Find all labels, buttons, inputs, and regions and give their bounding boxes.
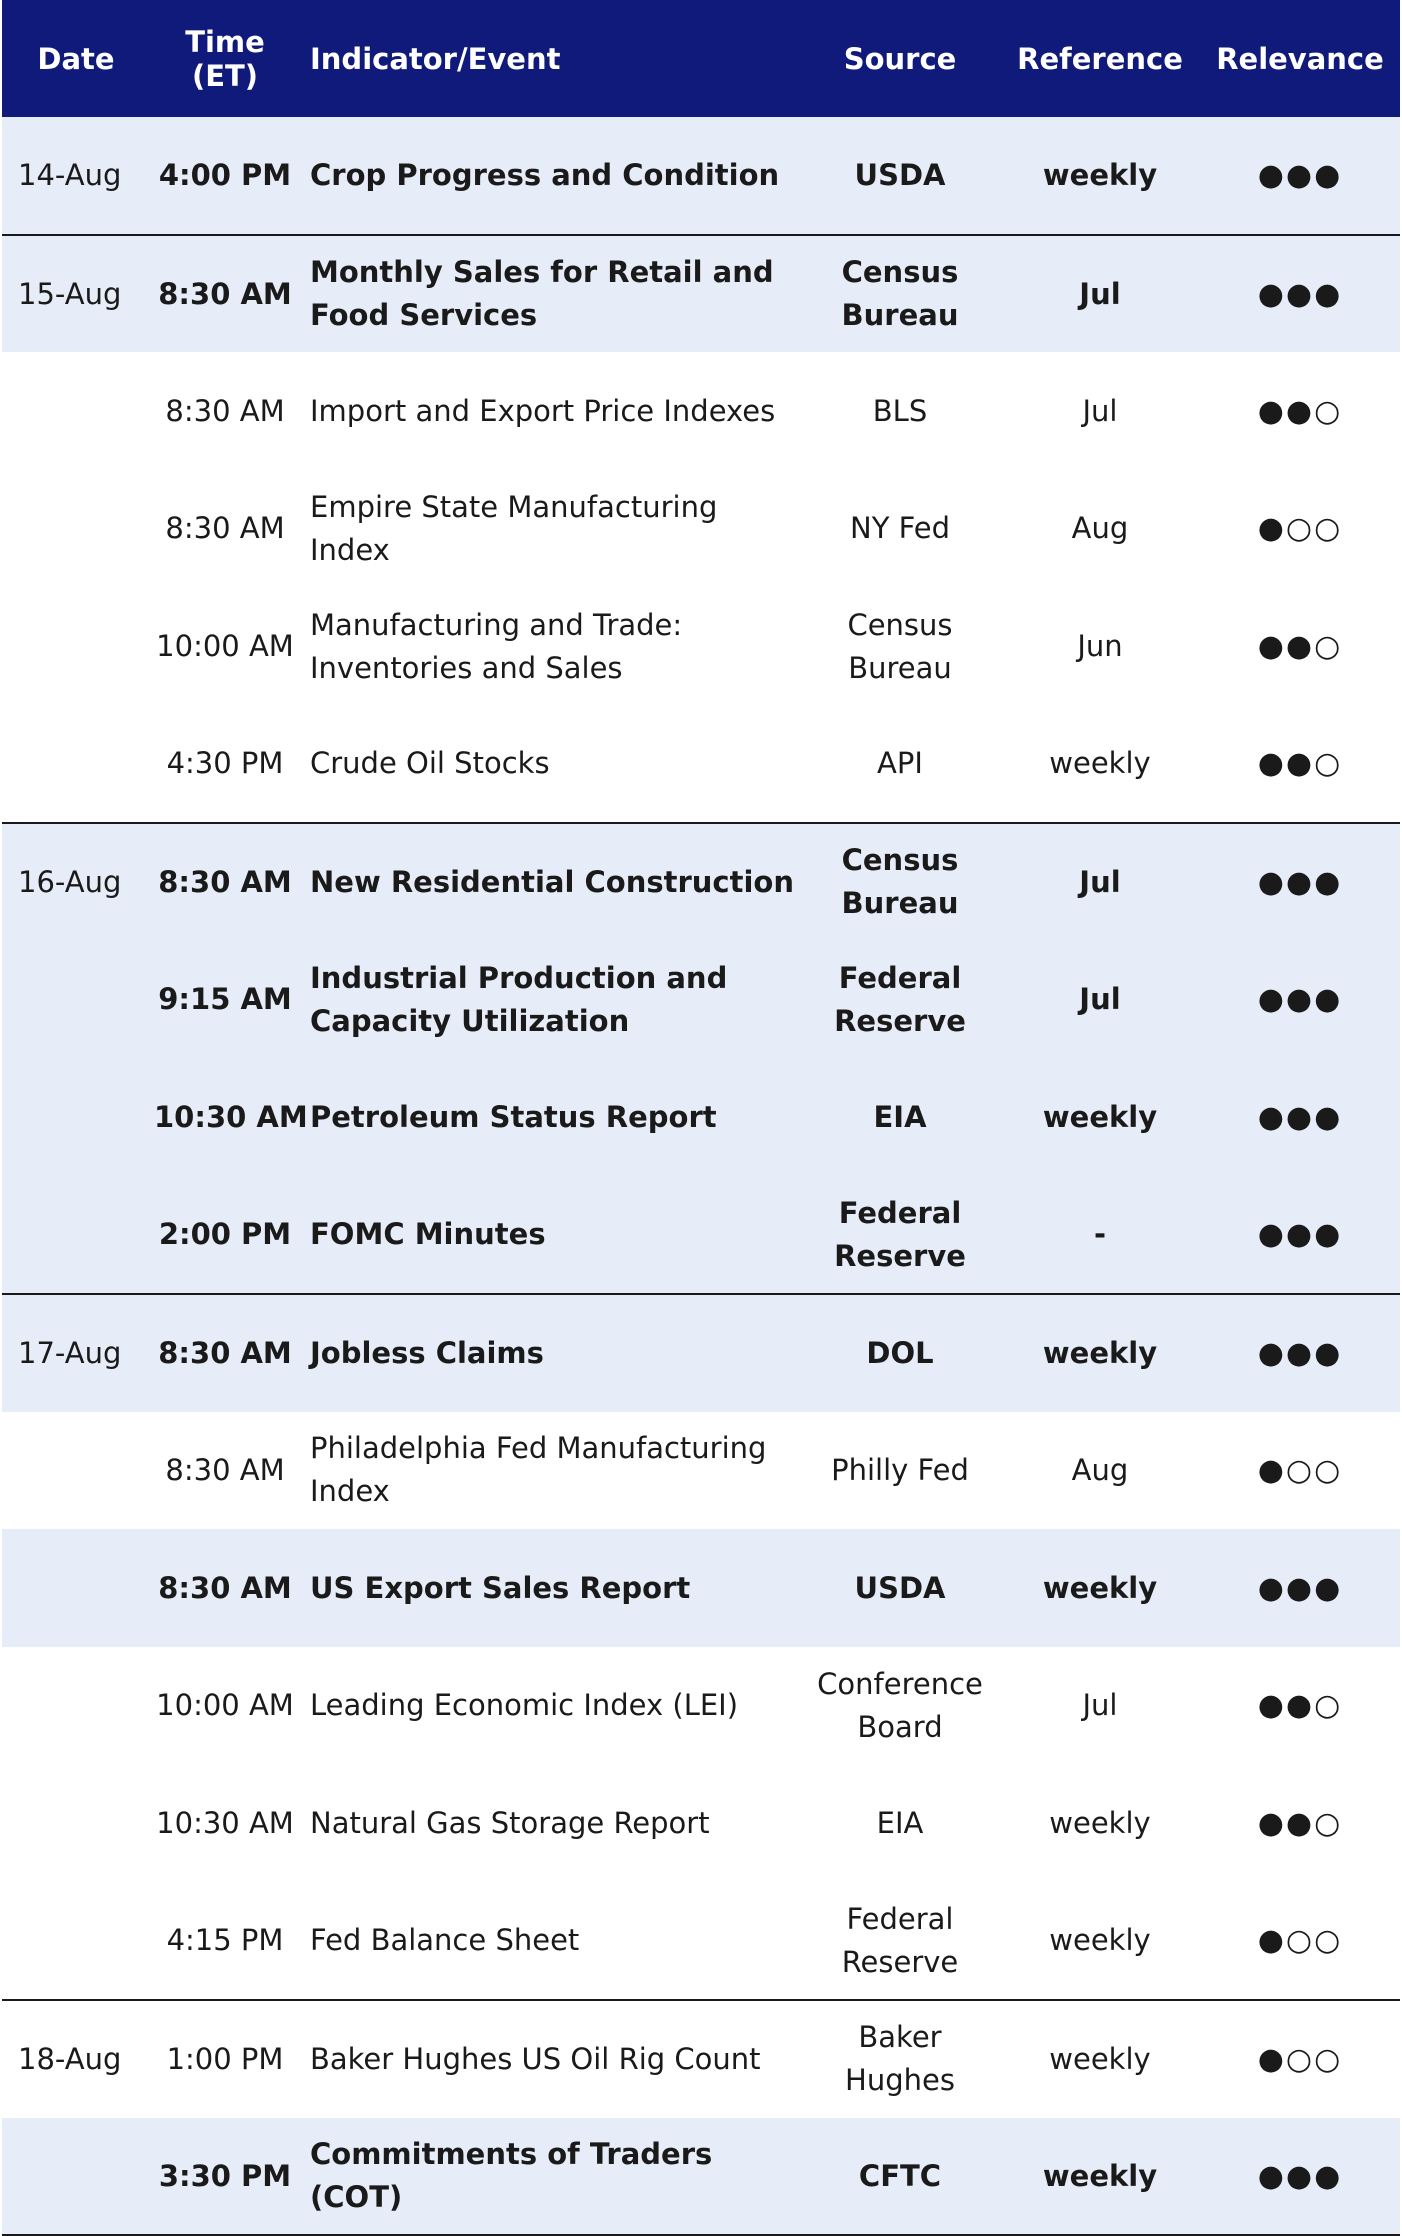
indicator-cell: Philadelphia Fed Manufacturing Index <box>310 1431 767 1509</box>
indicator-cell: Baker Hughes US Oil Rig Count <box>300 2000 800 2118</box>
source-cell: Conference Board <box>817 1666 983 1744</box>
indicator-cell: Commitments of Traders (COT) <box>300 2118 800 2236</box>
relevance-dots: ●○○ <box>1257 511 1343 547</box>
table-row <box>2 823 1400 941</box>
relevance-dots: ●●● <box>1257 1217 1343 1253</box>
reference-cell: Jul <box>1000 235 1200 353</box>
table-body <box>2 117 1400 2235</box>
time-cell: 4:00 PM <box>158 157 292 192</box>
indicator-cell: Crop Progress and Condition <box>310 157 780 192</box>
relevance-dots: ●●● <box>1257 1570 1343 1606</box>
time-cell: 8:30 AM <box>165 393 285 428</box>
reference-cell: Jul <box>1079 982 1121 1017</box>
reference-cell: weekly <box>1000 1294 1200 1412</box>
source-cell: Federal Reserve <box>841 1901 959 1979</box>
relevance-dots: ●●● <box>1200 823 1400 941</box>
reference-cell: weekly <box>1042 1570 1158 1605</box>
table-row <box>2 1529 1400 1647</box>
source-cell: USDA <box>854 157 946 192</box>
indicator-cell: New Residential Construction <box>300 823 800 941</box>
source-cell: Federal Reserve <box>834 1195 966 1273</box>
indicator-cell: US Export Sales Report <box>310 1570 691 1605</box>
source-cell: NY Fed <box>850 511 950 546</box>
date-cell: 14-Aug <box>18 157 122 192</box>
source-cell: API <box>877 746 923 781</box>
time-cell: 8:30 AM <box>150 1294 300 1412</box>
header-relevance: Relevance <box>1216 41 1384 76</box>
date-cell <box>2 941 150 1059</box>
reference-cell: Jul <box>1082 1688 1118 1723</box>
time-cell: 3:30 PM <box>150 2118 300 2236</box>
relevance-dots: ●●● <box>1200 2118 1400 2236</box>
table-row <box>2 2000 1400 2118</box>
table-row <box>2 235 1400 353</box>
reference-cell: weekly <box>1049 1923 1151 1958</box>
time-cell: 8:30 AM <box>150 823 300 941</box>
relevance-dots: ●●● <box>1257 1099 1343 1135</box>
time-cell: 10:00 AM <box>156 629 294 664</box>
indicator-cell: FOMC Minutes <box>310 1217 546 1252</box>
reference-cell: Jun <box>1077 629 1123 664</box>
table-row <box>2 1176 1400 1294</box>
relevance-dots: ●●○ <box>1257 746 1343 782</box>
time-cell: 4:15 PM <box>166 1923 284 1958</box>
relevance-dots: ●●○ <box>1257 393 1343 429</box>
source-cell: USDA <box>854 1570 946 1605</box>
reference-cell: Jul <box>1000 823 1200 941</box>
reference-cell: weekly <box>1042 1099 1158 1134</box>
relevance-dots: ●●● <box>1200 1294 1400 1412</box>
date-cell: 17-Aug <box>2 1294 150 1412</box>
relevance-dots: ●●○ <box>1257 1688 1343 1724</box>
date-cell <box>2 1882 150 2000</box>
table-row <box>2 705 1400 823</box>
date-cell <box>2 1176 150 1294</box>
source-cell: Philly Fed <box>831 1452 969 1487</box>
table-row <box>2 941 1400 1059</box>
source-cell: BLS <box>872 393 928 428</box>
header-date: Date <box>37 41 115 76</box>
date-cell <box>2 1647 150 1765</box>
table-row <box>2 117 1400 235</box>
indicator-cell: Empire State Manufacturing Index <box>310 489 718 567</box>
table-row <box>2 1765 1400 1883</box>
time-cell: 10:00 AM <box>156 1688 294 1723</box>
source-cell: Census Bureau <box>800 823 1000 941</box>
table-row <box>2 1647 1400 1765</box>
table-header <box>2 0 1400 117</box>
source-cell: DOL <box>800 1294 1000 1412</box>
reference-cell: weekly <box>1000 2118 1200 2236</box>
header-row <box>2 0 1400 117</box>
time-cell: 2:00 PM <box>158 1217 292 1252</box>
indicator-cell: Fed Balance Sheet <box>310 1923 580 1958</box>
reference-cell: - <box>1093 1217 1107 1252</box>
date-cell <box>2 1412 150 1530</box>
time-cell: 9:15 AM <box>158 982 292 1017</box>
indicator-cell: Manufacturing and Trade: Inventories and Sales <box>310 607 683 685</box>
calendar-table <box>2 0 1400 2236</box>
date-cell: 18-Aug <box>2 2000 150 2118</box>
date-cell <box>2 1529 150 1647</box>
relevance-dots: ●○○ <box>1257 1452 1343 1488</box>
time-cell: 8:30 AM <box>150 235 300 353</box>
relevance-dots: ●●● <box>1257 157 1343 193</box>
reference-cell: weekly <box>1049 746 1151 781</box>
table-row <box>2 352 1400 470</box>
source-cell: EIA <box>873 1099 927 1134</box>
date-cell <box>2 2118 150 2236</box>
table-row <box>2 1294 1400 1412</box>
date-cell <box>2 588 150 706</box>
header-source: Source <box>843 41 957 76</box>
reference-cell: Jul <box>1082 393 1118 428</box>
relevance-dots: ●●○ <box>1257 629 1343 665</box>
reference-cell: weekly <box>1000 2000 1200 2118</box>
relevance-dots: ●●○ <box>1257 1805 1343 1841</box>
indicator-cell: Monthly Sales for Retail and Food Services <box>300 235 800 353</box>
indicator-cell: Import and Export Price Indexes <box>310 393 776 428</box>
time-cell: 8:30 AM <box>165 1452 285 1487</box>
time-cell: 8:30 AM <box>165 511 285 546</box>
date-cell <box>2 1765 150 1883</box>
indicator-cell: Industrial Production and Capacity Utilization <box>310 960 728 1038</box>
time-cell: 10:30 AM <box>156 1805 294 1840</box>
table-row <box>2 588 1400 706</box>
relevance-dots: ●○○ <box>1257 1923 1343 1959</box>
reference-cell: Aug <box>1071 511 1129 546</box>
time-cell: 4:30 PM <box>166 746 284 781</box>
indicator-cell: Crude Oil Stocks <box>310 746 550 781</box>
reference-cell: Aug <box>1071 1452 1129 1487</box>
reference-cell: weekly <box>1042 157 1158 192</box>
header-indicator: Indicator/Event <box>310 41 561 76</box>
source-cell: Federal Reserve <box>834 960 966 1038</box>
date-cell <box>2 352 150 470</box>
indicator-cell: Leading Economic Index (LEI) <box>310 1688 739 1723</box>
date-cell <box>2 470 150 588</box>
table-row <box>2 1412 1400 1530</box>
source-cell: CFTC <box>800 2118 1000 2236</box>
relevance-dots: ●●● <box>1257 982 1343 1018</box>
source-cell: EIA <box>876 1805 924 1840</box>
date-cell <box>2 1059 150 1177</box>
source-cell: Baker Hughes <box>800 2000 1000 2118</box>
time-cell: 10:30 AM <box>154 1099 308 1134</box>
table-row <box>2 470 1400 588</box>
date-cell: 16-Aug <box>2 823 150 941</box>
reference-cell: weekly <box>1049 1805 1151 1840</box>
relevance-dots: ●○○ <box>1200 2000 1400 2118</box>
header-reference: Reference <box>1017 41 1183 76</box>
indicator-cell: Natural Gas Storage Report <box>310 1805 710 1840</box>
date-cell: 15-Aug <box>2 235 150 353</box>
header-time: Time (ET) <box>185 24 265 93</box>
indicator-cell: Petroleum Status Report <box>310 1099 717 1134</box>
table-row <box>2 1059 1400 1177</box>
table-row <box>2 1882 1400 2000</box>
relevance-dots: ●●● <box>1200 235 1400 353</box>
time-cell: 1:00 PM <box>150 2000 300 2118</box>
source-cell: Census Bureau <box>800 235 1000 353</box>
table-row <box>2 2118 1400 2236</box>
indicator-cell: Jobless Claims <box>300 1294 800 1412</box>
date-cell <box>2 705 150 823</box>
source-cell: Census Bureau <box>847 607 953 685</box>
time-cell: 8:30 AM <box>158 1570 292 1605</box>
